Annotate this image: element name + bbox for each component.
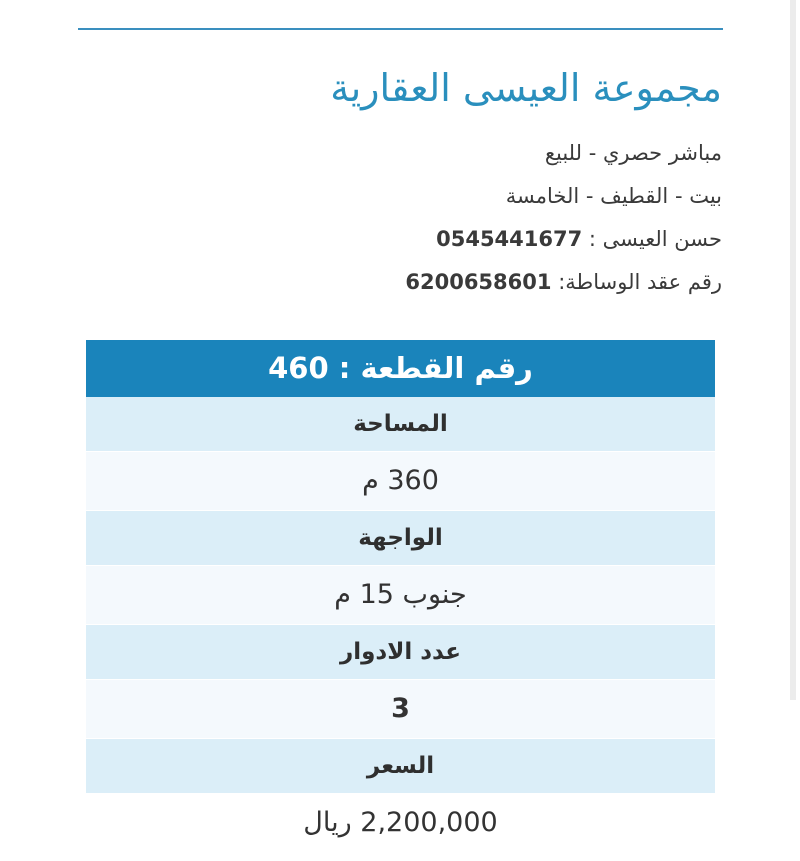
page-edge: [790, 0, 796, 700]
plot-number-title: رقم القطعة : 460: [86, 340, 715, 397]
frontage-value: جنوب 15 م: [86, 565, 715, 624]
listing-location: بيت - القطيف - الخامسة: [505, 184, 722, 208]
license-label: رقم عقد الوساطة:: [558, 270, 722, 294]
top-divider: [78, 28, 723, 30]
floors-label: عدد الادوار: [86, 624, 715, 679]
floors-value: 3: [86, 679, 715, 738]
listing-header: [77, 60, 722, 304]
license-line: [77, 261, 722, 304]
area-label: المساحة: [86, 397, 715, 451]
price-value: 2,200,000 ريال: [86, 793, 715, 854]
listing-type: مباشر حصري - للبيع: [544, 141, 722, 165]
company-name: مجموعة العيسى العقارية: [330, 66, 722, 110]
contact-name: حسن العيسى :: [588, 227, 722, 251]
contact-phone[interactable]: 0545441677: [436, 227, 583, 251]
area-value: 360 م: [86, 451, 715, 510]
price-label: السعر: [86, 738, 715, 793]
contact-line: [77, 218, 722, 261]
frontage-label: الواجهة: [86, 510, 715, 565]
license-number: 6200658601: [405, 270, 552, 294]
property-details-table: [86, 340, 715, 854]
